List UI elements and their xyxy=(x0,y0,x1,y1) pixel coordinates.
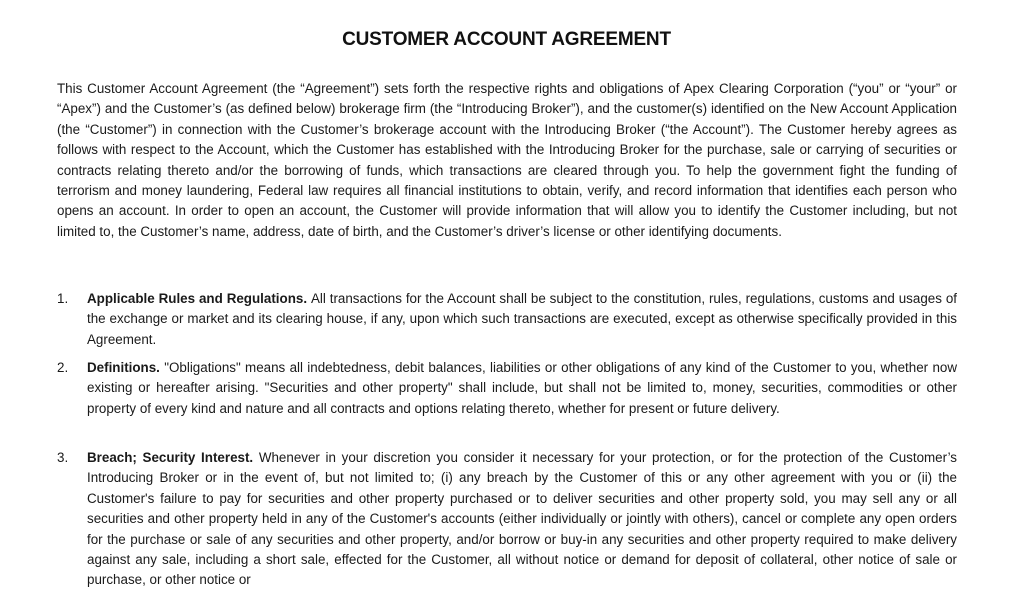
intro-paragraph: This Customer Account Agreement (the “Agreement”) sets forth the respective rights and obligations of Apex Clearing Corporation (“you” or “your” or “Apex”) and the Customer’s (as defined below) brokerage firm (the “Introducing Broker”), and the customer(s) identified on the New Account Application (the “Customer”) in connection with the Customer’s brokerage account with the Introducing Broker (“the Account”). The Customer hereby agrees as follows with respect to the Account, which the Customer has established with the Introducing Broker for the purchase, sale or carrying of securities or contracts relating thereto and/or the borrowing of funds, which transactions are cleared through you. To help the government fight the funding of terrorism and money laundering, Federal law requires all financial institutions to obtain, verify, and record information that identifies each person who opens an account. In order to open an account, the Customer will provide information that will allow you to identify the Customer including, but not limited to, the Customer’s name, address, date of birth, and the Customer’s driver’s license or other identifying documents. xyxy=(57,81,957,239)
document-title: CUSTOMER ACCOUNT AGREEMENT xyxy=(342,29,671,50)
section-body xyxy=(87,358,957,419)
section-number: 3. xyxy=(57,450,69,465)
section-heading: Breach; Security Interest. xyxy=(87,450,259,465)
section-1 xyxy=(57,289,957,350)
section-heading: Applicable Rules and Regulations. xyxy=(87,291,311,306)
section-text: "Obligations" means all indebtedness, debit balances, liabilities or other obligations of any kind of the Customer to you, whether now existing or hereafter arising. "Securities and other property" shall include, but shall not be limited to, money, securities, commodities or other property of every kind and nature and all contracts and options relating thereto, whether for present or future delivery. xyxy=(87,360,958,416)
section-3 xyxy=(57,448,957,591)
section-text: Whenever in your discretion you consider it necessary for your protection, or for the protection of the Customer’s Introducing Broker or in the event of, but not limited to; (i) any breach by the Customer of this or any other agreement with you or (ii) the Customer's failure to pay for securities and other property purchased or to deliver securities and other property sold, you may sell any or all securities and other property held in any of the Customer's accounts (either individually or jointly with others), cancel or complete any open orders for the purchase or sale of any securities and other property, and/or borrow or buy-in any securities and other property required to make delivery against any sale, including a short sale, effected for the Customer, all without notice or demand for deposit of collateral, other notice of sale or purchase, or other notice or xyxy=(87,450,958,588)
section-text: All transactions for the Account shall be subject to the constitution, rules, regulations, customs and usages of the exchange or market and its clearing house, if any, upon which such transactions are executed, except as otherwise specifically provided in this Agreement. xyxy=(87,291,957,347)
section-heading: Definitions. xyxy=(87,360,165,375)
section-number: 1. xyxy=(57,291,69,306)
section-number: 2. xyxy=(57,360,69,375)
section-body xyxy=(87,448,957,591)
section-2 xyxy=(57,358,957,419)
section-body xyxy=(87,289,957,350)
